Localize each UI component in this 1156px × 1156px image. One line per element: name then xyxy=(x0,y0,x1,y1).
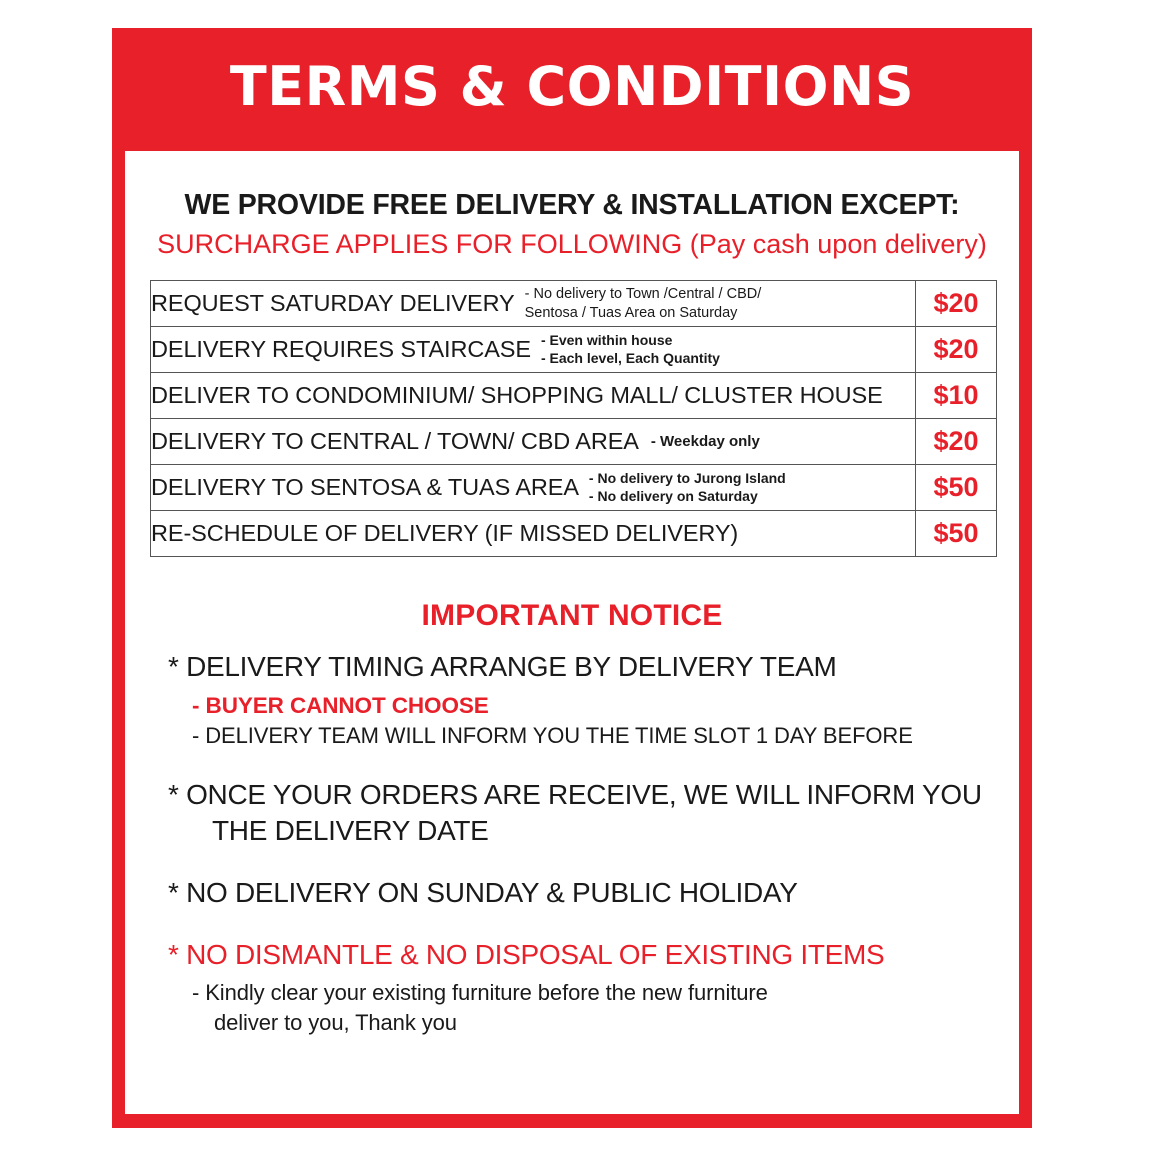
table-cell-description xyxy=(151,511,916,557)
row-note-line2: Sentosa / Tuas Area on Saturday xyxy=(524,304,738,321)
table-row xyxy=(151,327,997,373)
table-row xyxy=(151,373,997,419)
row-label: RE-SCHEDULE OF DELIVERY (IF MISSED DELIVERY) xyxy=(151,520,739,547)
table-row xyxy=(151,511,997,557)
list-item xyxy=(168,649,994,751)
notice-subline: - DELIVERY TEAM WILL INFORM YOU THE TIME SLOT 1 DAY BEFORE xyxy=(192,723,913,749)
notice-subline: - Kindly clear your existing furniture before the new furniture xyxy=(192,980,768,1006)
row-price: $20 xyxy=(916,281,997,327)
free-delivery-heading: WE PROVIDE FREE DELIVERY & INSTALLATION EXCEPT: xyxy=(184,189,960,221)
notice-bullet: * NO DELIVERY ON SUNDAY & PUBLIC HOLIDAY xyxy=(168,876,798,908)
important-notice-title: IMPORTANT NOTICE xyxy=(421,599,723,633)
table-row xyxy=(151,281,997,327)
row-label: REQUEST SATURDAY DELIVERY xyxy=(151,290,515,317)
row-price: $20 xyxy=(916,327,997,373)
row-note-line1: - No delivery to Town /Central / CBD/ xyxy=(524,285,762,302)
row-note-line2: - Each level, Each Quantity xyxy=(540,349,720,366)
table-cell-description xyxy=(151,373,916,419)
row-price: $50 xyxy=(916,511,997,557)
row-label: DELIVERY TO SENTOSA & TUAS AREA xyxy=(151,474,579,501)
surcharge-heading: SURCHARGE APPLIES FOR FOLLOWING (Pay cash upon delivery) xyxy=(157,228,987,259)
terms-card xyxy=(112,28,1032,1128)
title-bar xyxy=(112,28,1032,145)
row-label: DELIVER TO CONDOMINIUM/ SHOPPING MALL/ CLUSTER HOUSE xyxy=(151,382,883,409)
list-item xyxy=(168,937,994,1038)
row-note xyxy=(541,332,720,368)
page-title: TERMS & CONDITIONS xyxy=(229,54,915,118)
table-cell-description xyxy=(151,327,916,373)
table-row xyxy=(151,419,997,465)
table-cell-description xyxy=(151,419,916,465)
table-cell-description xyxy=(151,465,916,511)
notice-list xyxy=(150,649,994,1038)
notice-bullet-continuation: THE DELIVERY DATE xyxy=(212,814,489,846)
list-item xyxy=(168,875,994,911)
row-price: $50 xyxy=(916,465,997,511)
row-label: DELIVERY TO CENTRAL / TOWN/ CBD AREA xyxy=(151,428,639,455)
notice-bullet: * DELIVERY TIMING ARRANGE BY DELIVERY TEAM xyxy=(168,651,837,683)
notice-subline: deliver to you, Thank you xyxy=(214,1010,457,1036)
row-price: $20 xyxy=(916,419,997,465)
notice-bullet: * NO DISMANTLE & NO DISPOSAL OF EXISTING ITEMS xyxy=(168,938,885,970)
table-row xyxy=(151,465,997,511)
row-note-line1: - Even within house xyxy=(540,331,673,348)
row-note-line1: - No delivery to Jurong Island xyxy=(588,469,786,486)
row-note xyxy=(525,285,762,323)
row-label: DELIVERY REQUIRES STAIRCASE xyxy=(151,336,531,363)
table-cell-description xyxy=(151,281,916,327)
notice-bullet: * ONCE YOUR ORDERS ARE RECEIVE, WE WILL INFORM YOU xyxy=(168,779,982,811)
row-note-line2: - No delivery on Saturday xyxy=(588,487,758,504)
row-note xyxy=(589,470,786,506)
surcharge-table xyxy=(150,280,997,557)
content-panel xyxy=(125,151,1019,1114)
row-note: - Weekday only xyxy=(650,433,760,451)
notice-subline-red: - BUYER CANNOT CHOOSE xyxy=(192,692,489,718)
list-item xyxy=(168,777,994,849)
row-price: $10 xyxy=(916,373,997,419)
